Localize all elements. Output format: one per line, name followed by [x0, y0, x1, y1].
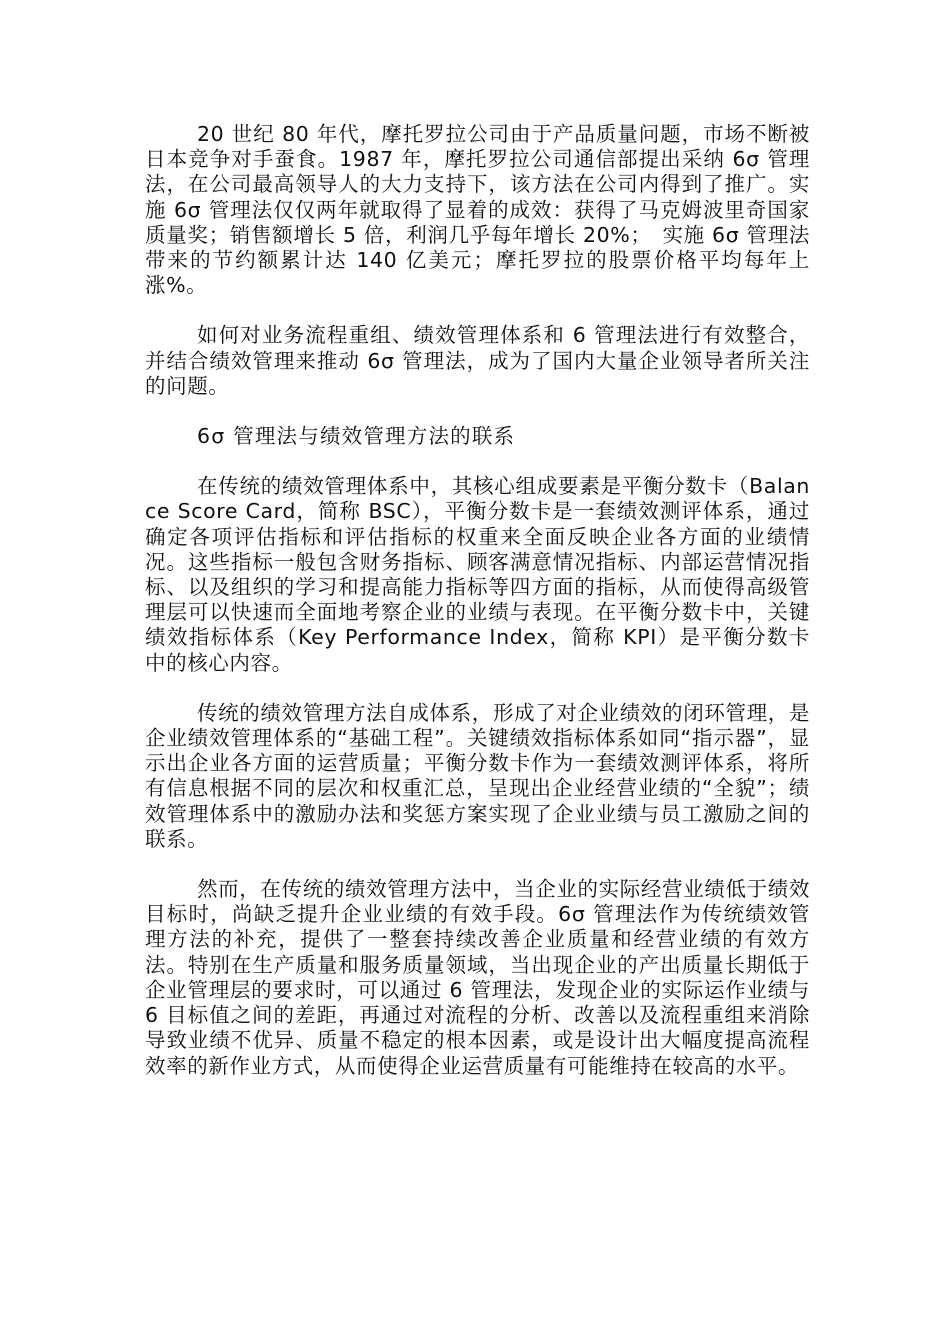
section-heading: 6σ 管理法与绩效管理方法的联系: [197, 424, 516, 449]
paragraph-bsc: 在传统的绩效管理体系中，其核心组成要素是平衡分数卡（Balance Score Card，简称 BSC），平衡分数卡是一套绩效测评体系，通过确定各项评估指标和评估指标的权重来全面反映企业各方面的业绩情况。这些指标一般包含财务指标、顾客满意情况指标、内部运营情况指标、以及组织的学习和提高能力指标等四方面的指标，从而使得高级管理层可以快速而全面地考察企业的业绩与表现。在平衡分数卡中，关键绩效指标体系（Key Performance Index，简称 KPI）是平衡分数卡中的核心内容。: [145, 474, 810, 675]
paragraph-six-sigma-supplement: 然而，在传统的绩效管理方法中，当企业的实际经营业绩低于绩效目标时，尚缺乏提升企业业绩的有效手段。6σ 管理法作为传统绩效管理方法的补充，提供了一整套持续改善企业质量和经营业绩的有效方法。特别在生产质量和服务质量领域，当出现企业的产出质量长期低于企业管理层的要求时，可以通过 6 管理法，发现企业的实际运作业绩与 6 目标值之间的差距，再通过对流程的分析、改善以及流程重组来消除导致业绩不优异、质量不稳定的根本因素，或是设计出大幅度提高流程效率的新作业方式，从而使得企业运营质量有可能维持在较高的水平。: [145, 877, 810, 1078]
paragraph-motorola-history: 20 世纪 80 年代，摩托罗拉公司由于产品质量问题，市场不断被日本竞争对手蚕食。1987 年，摩托罗拉公司通信部提出采纳 6σ 管理法，在公司最高领导人的大力支持下，该方法在公司内得到了推广。实施 6σ 管理法仅仅两年就取得了显着的成效：获得了马克姆波里奇国家质量奖；销售额增长 5 倍，利润几乎每年增长 20%； 实施 6σ 管理法带来的节约额累计达 140 亿美元；摩托罗拉的股票价格平均每年上涨%。: [145, 122, 810, 298]
paragraph-integration-question: 如何对业务流程重组、绩效管理体系和 6 管理法进行有效整合，并结合绩效管理来推动 6σ 管理法，成为了国内大量企业领导者所关注的问题。: [145, 323, 810, 398]
paragraph-traditional-method: 传统的绩效管理方法自成体系，形成了对企业绩效的闭环管理，是企业绩效管理体系的“基础工程”。关键绩效指标体系如同“指示器”，显示出企业各方面的运营质量；平衡分数卡作为一套绩效测评体系，将所有信息根据不同的层次和权重汇总，呈现出企业经营业绩的“全貌”；绩效管理体系中的激励办法和奖惩方案实现了企业业绩与员工激励之间的联系。: [145, 700, 810, 851]
document-body: [145, 122, 810, 1079]
